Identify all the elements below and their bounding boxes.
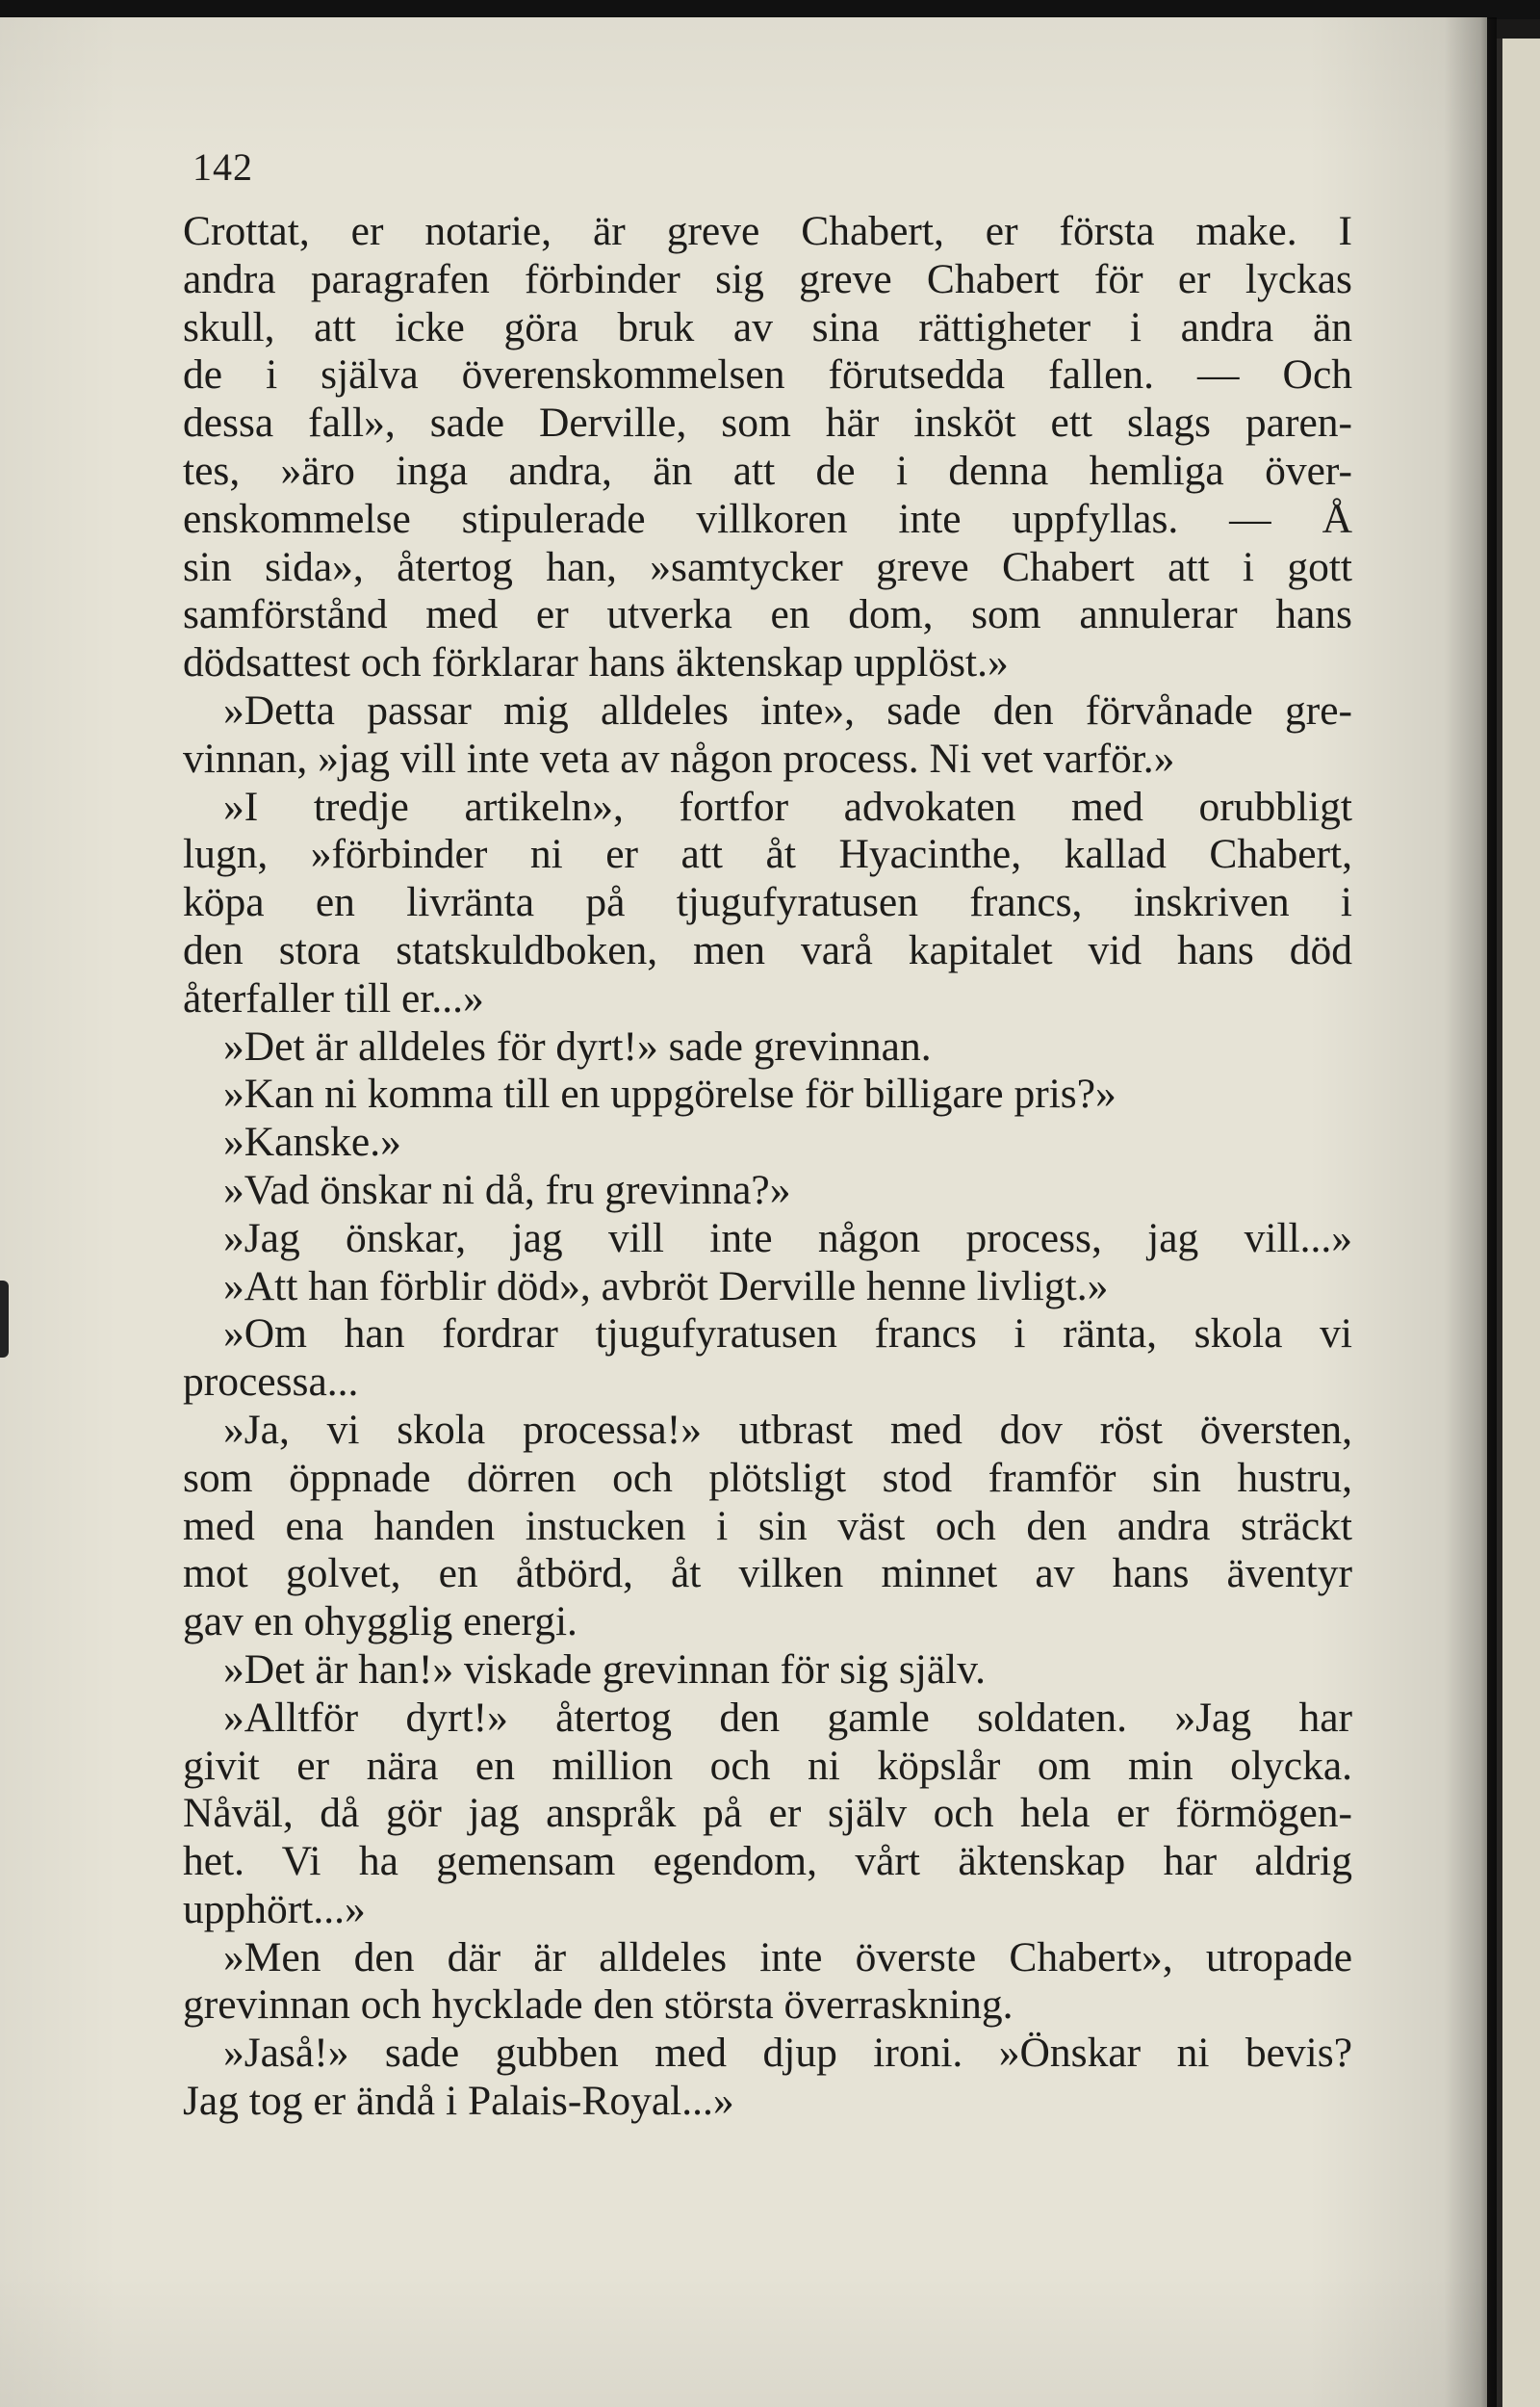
text-line: »Men den där är alldeles inte överste Chabert», utropade [223, 1933, 1352, 1980]
scan-top-edge [0, 0, 1540, 19]
text-line: givit er nära en million och ni köpslår om min olycka. [183, 1742, 1352, 1789]
text-line: Crottat, er notarie, är greve Chabert, er första make. I [183, 208, 1352, 254]
text-line: upphört...» [183, 1885, 366, 1932]
text-line: »Det är alldeles för dyrt!» sade grevinnan. [223, 1022, 932, 1070]
text-line: samförstånd med er utverka en dom, som annulerar hans [183, 591, 1352, 638]
text-line: de i själva överenskommelsen förutsedda fallen. — Och [183, 351, 1352, 399]
text-line: enskommelse stipulerade villkoren inte uppfyllas. — Å [183, 495, 1352, 542]
text-line: dödsattest och förklarar hans äktenskap upplöst.» [183, 639, 1009, 686]
adjacent-page-edge [1497, 39, 1540, 2407]
text-line: »Vad önskar ni då, fru grevinna?» [223, 1166, 791, 1213]
text-line: »Jag önskar, jag vill inte någon process, jag vill...» [223, 1214, 1352, 1261]
text-line: »Detta passar mig alldeles inte», sade den förvånade gre- [223, 686, 1352, 734]
text-line: lugn, »förbinder ni er att åt Hyacinthe, kallad Chabert, [183, 831, 1352, 878]
text-line: »Kan ni komma till en uppgörelse för billigare pris?» [223, 1071, 1116, 1118]
text-line: het. Vi ha gemensam egendom, vårt äktenskap har aldrig [183, 1838, 1352, 1885]
text-line: »Ja, vi skola processa!» utbrast med dov röst översten, [223, 1406, 1352, 1453]
page-number: 142 [192, 145, 253, 189]
text-line: »Kanske.» [223, 1119, 401, 1166]
scan-clip-mark [0, 1281, 9, 1358]
text-line: tes, »äro inga andra, än att de i denna hemliga över- [183, 447, 1352, 494]
text-line: »Om han fordrar tjugufyratusen francs i ränta, skola vi [223, 1310, 1352, 1358]
text-line: »Alltför dyrt!» återtog den gamle soldaten. »Jag har [223, 1694, 1352, 1741]
text-line: gav en ohygglig energi. [183, 1598, 578, 1645]
text-line: med ena handen instucken i sin väst och den andra sträckt [183, 1502, 1352, 1549]
text-line: dessa fall», sade Derville, som här insköt ett slags paren- [183, 400, 1352, 447]
text-line: skull, att icke göra bruk av sina rättigheter i andra än [183, 303, 1352, 350]
body-text [183, 208, 1352, 2126]
text-line: »Det är han!» viskade grevinnan för sig själv. [223, 1645, 987, 1693]
text-line: köpa en livränta på tjugufyratusen francs, inskriven i [183, 879, 1352, 926]
text-line: sin sida», återtog han, »samtycker greve Chabert att i gott [183, 543, 1352, 590]
text-line: andra paragrafen förbinder sig greve Chabert för er lyckas [183, 255, 1352, 302]
text-line: Nåväl, då gör jag anspråk på er själv och hela er förmögen- [183, 1790, 1352, 1837]
text-line: grevinnan och hycklade den största överraskning. [183, 1981, 1014, 2029]
text-line: återfaller till er...» [183, 974, 484, 1022]
text-line: mot golvet, en åtbörd, åt vilken minnet av hans äventyr [183, 1550, 1352, 1597]
text-line: processa... [183, 1359, 359, 1406]
gutter-shadow [1444, 17, 1497, 2407]
text-line: »Jaså!» sade gubben med djup ironi. »Önskar ni bevis? [223, 2030, 1352, 2077]
text-line: den stora statskuldboken, men varå kapitalet vid hans död [183, 926, 1352, 973]
text-line: »I tredje artikeln», fortfor advokaten med orubbligt [223, 783, 1352, 830]
text-line: Jag tog er ändå i Palais-Royal...» [183, 2078, 734, 2125]
text-line: vinnan, »jag vill inte veta av någon process. Ni vet varför.» [183, 735, 1175, 782]
text-line: »Att han förblir död», avbröt Derville henne livligt.» [223, 1262, 1109, 1309]
text-line: som öppnade dörren och plötsligt stod framför sin hustru, [183, 1454, 1352, 1501]
